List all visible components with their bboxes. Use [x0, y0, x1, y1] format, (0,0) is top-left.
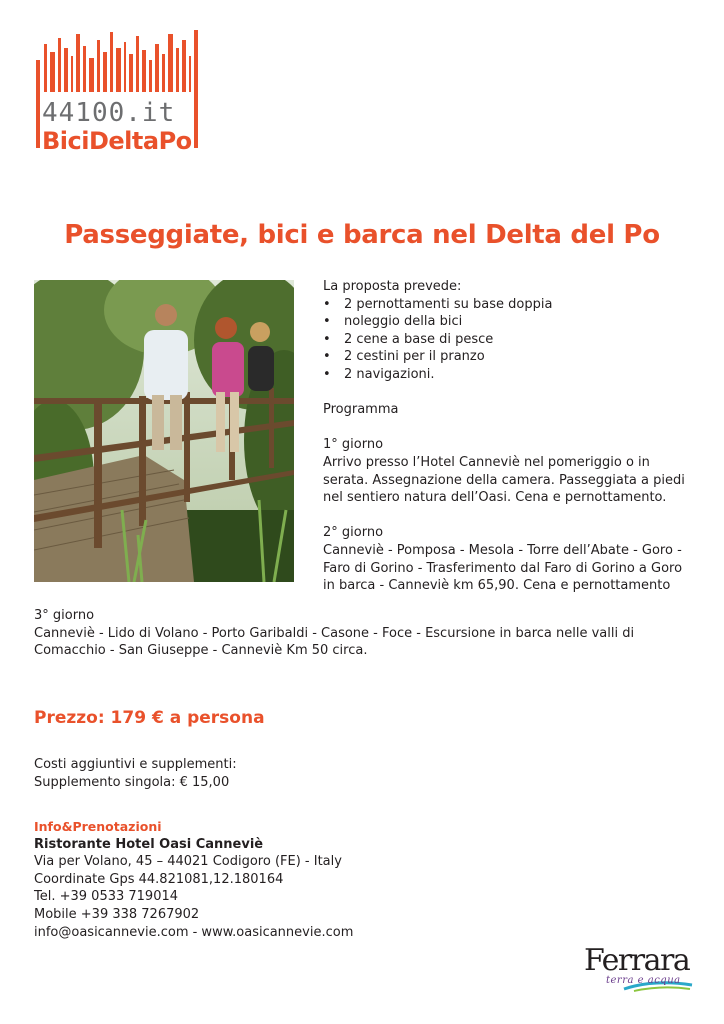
bullet-icon: •	[323, 296, 331, 312]
day1-text: Arrivo presso l’Hotel Canneviè nel pomeriggio o in serata. Assegnazione della camera. Passeggiata a piedi nel sentiero natura dell’Oasi. Cena e pernottamento.	[323, 454, 685, 506]
hotel-name: Ristorante Hotel Oasi Canneviè	[34, 836, 264, 852]
gps-coordinates: Coordinate Gps 44.821081,12.180164	[34, 871, 284, 887]
page-title: Passeggiate, bici e barca nel Delta del Po	[64, 220, 660, 250]
logo-code: 44100.it	[42, 98, 176, 128]
day1-title: 1° giorno	[323, 437, 384, 453]
mobile: Mobile +39 338 7267902	[34, 906, 200, 922]
ferrara-logo	[584, 945, 694, 995]
costs-section	[34, 756, 434, 791]
skyline-barcode-icon	[36, 30, 204, 92]
hotel-address: Via per Volano, 45 – 44021 Codigoro (FE) - Italy	[34, 854, 342, 870]
list-item: • noleggio della bici	[323, 314, 463, 330]
list-item: • 2 pernottamenti su base doppia	[323, 296, 553, 312]
bullet-icon: •	[323, 314, 331, 330]
costs-heading: Costi aggiuntivi e supplementi:	[34, 757, 237, 772]
day2-text: Canneviè - Pomposa - Mesola - Torre dell’Abate - Goro - Faro di Gorino - Trasferimento dal Faro di Gorino a Goro in barca - Canneviè km 65,90. Cena e pernottamento	[323, 542, 683, 594]
phone: Tel. +39 0533 719014	[34, 889, 179, 905]
list-item: • 2 cene a base di pesce	[323, 331, 494, 347]
price: Prezzo: 179 € a persona	[34, 708, 265, 728]
list-item: • 2 cestini per il pranzo	[323, 349, 485, 365]
day3-text: Canneviè - Lido di Volano - Porto Garibaldi - Casone - Foce - Escursione in barca nelle valli di Comacchio - San Giuseppe - Canneviè Km 50 circa.	[34, 625, 635, 659]
bullet-icon: •	[323, 366, 331, 382]
day3-section	[34, 607, 694, 660]
program-column	[323, 278, 695, 595]
proposal-list	[323, 296, 695, 384]
ferrara-wordmark: Ferrara	[584, 943, 690, 978]
day3-title: 3° giorno	[34, 608, 95, 623]
list-item: • 2 navigazioni.	[323, 366, 435, 382]
proposal-intro: La proposta prevede:	[323, 279, 462, 294]
program-heading: Programma	[323, 402, 399, 418]
info-title: Info&Prenotazioni	[34, 819, 162, 834]
ferrara-tagline: terra e acqua	[606, 975, 681, 986]
single-supplement: Supplemento singola: € 15,00	[34, 774, 230, 790]
bullet-icon: •	[323, 349, 331, 365]
logo-brand: BiciDeltaPo	[42, 127, 192, 155]
contact-info	[34, 818, 454, 941]
bullet-icon: •	[323, 331, 331, 347]
bicideltapo-logo	[36, 30, 204, 156]
logo-frame-left	[36, 92, 40, 148]
email-website: info@oasicannevie.com - www.oasicannevie.com	[34, 924, 354, 940]
day2-title: 2° giorno	[323, 525, 384, 541]
logo-frame-right	[194, 92, 198, 148]
bridge-photo	[34, 280, 294, 582]
